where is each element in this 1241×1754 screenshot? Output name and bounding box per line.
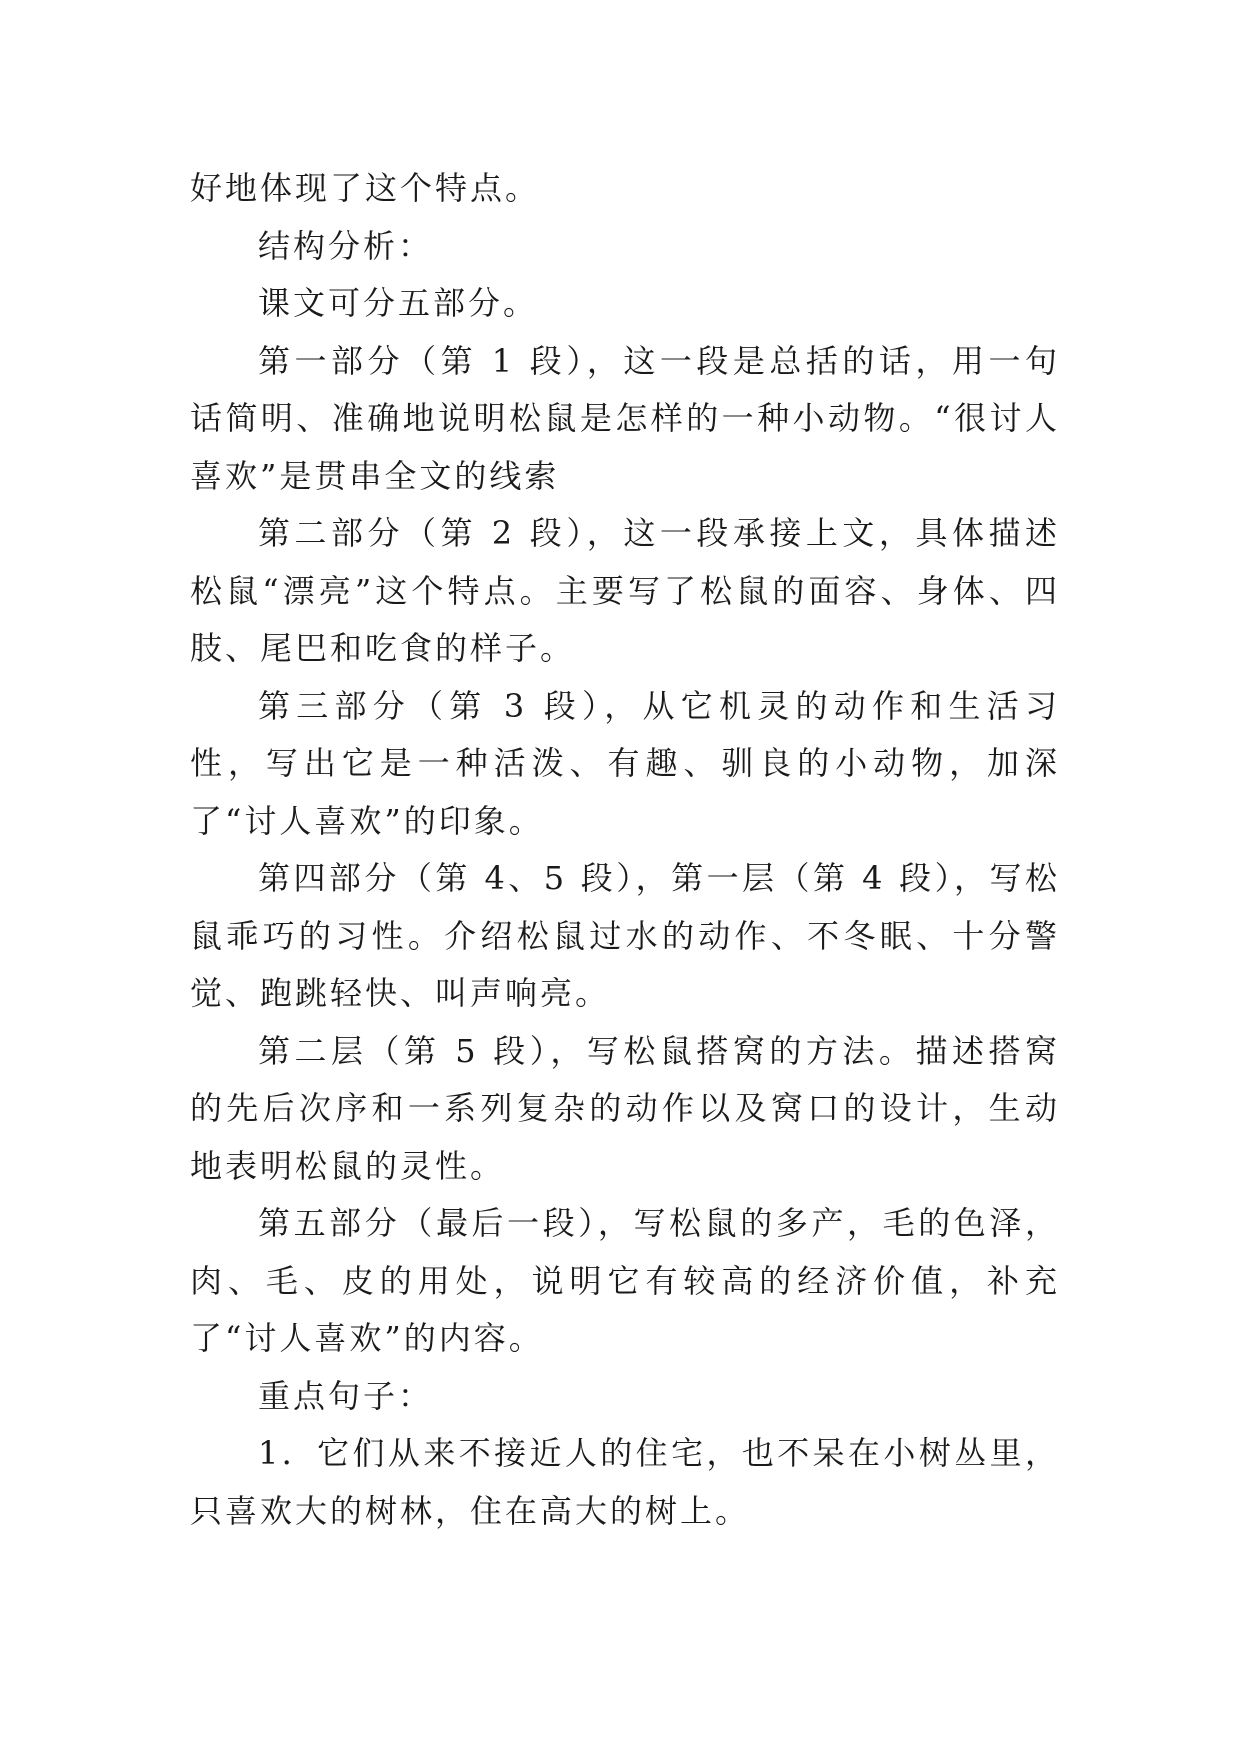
paragraph-part-four: 第四部分（第 4、5 段），第一层（第 4 段），写松鼠乖巧的习性。介绍松鼠过水的动作、不冬眠、十分警觉、跑跳轻快、叫声响亮。 (190, 859, 1060, 1012)
key-sentence-1: 1．它们从来不接近人的住宅，也不呆在小树丛里，只喜欢大的树林，住在高大的树上。 (190, 1434, 1060, 1530)
paragraph-continuation: 好地体现了这个特点。 (190, 169, 541, 207)
heading-key-sentences: 重点句子： (258, 1376, 434, 1415)
paragraph-five-parts: 课文可分五部分。 (258, 284, 539, 322)
paragraph-part-one: 第一部分（第 1 段），这一段是总括的话，用一句话简明、准确地说明松鼠是怎样的一种小动物。“很讨人喜欢”是贯串全文的线索 (190, 341, 1060, 495)
paragraph-part-two: 第二部分（第 2 段），这一段承接上文，具体描述松鼠“漂亮”这个特点。主要写了松鼠的面容、身体、四肢、尾巴和吃食的样子。 (190, 514, 1060, 667)
paragraph-part-five: 第五部分（最后一段），写松鼠的多产，毛的色泽，肉、毛、皮的用处，说明它有较高的经济价值，补充了“讨人喜欢”的内容。 (190, 1204, 1060, 1357)
paragraph-layer-two: 第二层（第 5 段），写松鼠搭窝的方法。描述搭窝的先后次序和一系列复杂的动作以及窝口的设计，生动地表明松鼠的灵性。 (190, 1031, 1060, 1185)
heading-structure-analysis: 结构分析： (258, 226, 434, 265)
paragraph-part-three: 第三部分（第 3 段），从它机灵的动作和生活习性，写出它是一种活泼、有趣、驯良的小动物，加深了“讨人喜欢”的印象。 (190, 686, 1060, 840)
document-body (190, 160, 1060, 1540)
